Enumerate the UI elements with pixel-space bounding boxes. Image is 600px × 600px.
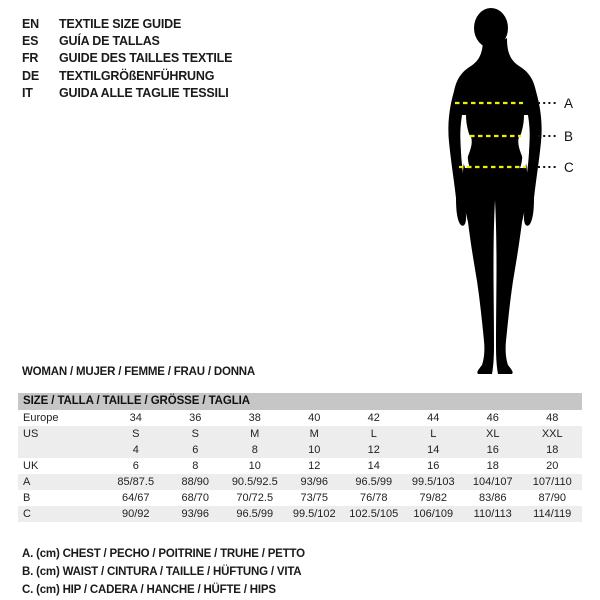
table-cell: 12 xyxy=(308,460,321,472)
table-cell: 20 xyxy=(546,460,559,472)
language-label: GUIDA ALLE TAGLIE TESSILI xyxy=(59,85,229,100)
table-cell: 48 xyxy=(546,412,559,424)
table-row xyxy=(18,474,582,490)
table-cell: 8 xyxy=(251,444,258,456)
table-cell: 79/82 xyxy=(419,492,448,504)
language-label: TEXTILE SIZE GUIDE xyxy=(59,16,182,31)
row-label xyxy=(18,442,106,458)
language-code: IT xyxy=(22,85,33,100)
row-label: Europe xyxy=(23,412,59,424)
language-code: FR xyxy=(22,51,39,66)
language-row xyxy=(22,32,232,49)
table-cell: 34 xyxy=(129,412,142,424)
table-cell: 12 xyxy=(367,444,380,456)
table-cell: 93/96 xyxy=(300,476,329,488)
size-table-header: SIZE / TALLA / TAILLE / GRÖSSE / TAGLIA xyxy=(18,393,582,410)
language-label: TEXTILGRÖßENFÜHRUNG xyxy=(59,68,215,83)
table-cell: L xyxy=(430,428,437,440)
language-row xyxy=(22,67,232,84)
table-cell: 14 xyxy=(367,460,380,472)
table-row xyxy=(18,426,582,442)
table-cell: 44 xyxy=(427,412,440,424)
marker-label-chest: A xyxy=(564,96,574,111)
table-row xyxy=(18,458,582,474)
language-code: ES xyxy=(22,33,39,48)
table-cell: 14 xyxy=(427,444,440,456)
table-cell: 38 xyxy=(248,412,261,424)
measurement-legend xyxy=(22,545,305,599)
language-label: GUÍA DE TALLAS xyxy=(59,33,160,48)
table-cell: 90.5/92.5 xyxy=(231,476,278,488)
row-label: US xyxy=(23,428,39,440)
table-cell: 99.5/102 xyxy=(292,508,336,520)
table-cell: 88/90 xyxy=(181,476,210,488)
table-cell: 110/113 xyxy=(473,508,512,520)
table-cell: 18 xyxy=(486,460,499,472)
table-cell: M xyxy=(309,428,319,440)
size-table-body xyxy=(18,410,582,522)
table-cell: 99.5/103 xyxy=(411,476,455,488)
table-row xyxy=(18,410,582,426)
table-cell: 96.5/99 xyxy=(355,476,393,488)
table-row xyxy=(18,506,582,522)
row-label: UK xyxy=(23,460,39,472)
row-label: B xyxy=(23,492,31,504)
language-row xyxy=(22,50,232,67)
table-cell: 96.5/99 xyxy=(236,508,274,520)
table-cell: 104/107 xyxy=(472,476,513,488)
legend-line: B. (cm) WAIST / CINTURA / TAILLE / HÜFTUNG / VITA xyxy=(22,566,302,578)
table-cell: 4 xyxy=(132,444,139,456)
table-row xyxy=(18,442,582,458)
table-cell: S xyxy=(191,428,199,440)
table-cell: 93/96 xyxy=(181,508,210,520)
table-row xyxy=(18,490,582,506)
table-cell: M xyxy=(250,428,260,440)
table-cell: 16 xyxy=(486,444,499,456)
table-cell: 83/86 xyxy=(478,492,507,504)
language-row xyxy=(22,15,232,32)
table-cell: 36 xyxy=(189,412,202,424)
measurement-figure xyxy=(400,0,600,380)
woman-silhouette xyxy=(448,8,541,374)
table-cell: XL xyxy=(486,428,500,440)
row-label: C xyxy=(23,508,31,520)
table-cell: 114/119 xyxy=(533,508,572,520)
row-label: A xyxy=(23,476,31,488)
table-cell: 8 xyxy=(192,460,199,472)
legend-line: A. (cm) CHEST / PECHO / POITRINE / TRUHE / PETTO xyxy=(22,548,305,560)
language-code: DE xyxy=(22,68,39,83)
table-cell: 18 xyxy=(546,444,559,456)
table-cell: 70/72.5 xyxy=(236,492,274,504)
table-cell: 85/87.5 xyxy=(117,476,155,488)
language-code: EN xyxy=(22,16,39,31)
section-title: WOMAN / MUJER / FEMME / FRAU / DONNA xyxy=(22,366,256,378)
legend-line: C. (cm) HIP / CADERA / HANCHE / HÜFTE / HIPS xyxy=(22,584,276,596)
marker-label-hip: C xyxy=(564,160,574,175)
table-cell: 87/90 xyxy=(538,492,567,504)
marker-label-waist: B xyxy=(564,129,574,144)
table-cell: 107/110 xyxy=(532,476,572,488)
table-cell: 90/92 xyxy=(121,508,150,520)
language-row xyxy=(22,84,232,101)
table-cell: XXL xyxy=(541,428,563,440)
table-cell: 10 xyxy=(308,444,321,456)
table-cell: L xyxy=(370,428,377,440)
language-list xyxy=(22,15,232,101)
size-table xyxy=(18,393,582,522)
table-cell: 16 xyxy=(427,460,440,472)
table-cell: 46 xyxy=(486,412,499,424)
table-cell: 102.5/105 xyxy=(349,508,399,520)
table-cell: 10 xyxy=(248,460,261,472)
table-cell: 6 xyxy=(132,460,139,472)
table-cell: S xyxy=(132,428,140,440)
table-cell: 40 xyxy=(308,412,321,424)
table-cell: 76/78 xyxy=(359,492,388,504)
language-label: GUIDE DES TAILLES TEXTILE xyxy=(59,51,233,66)
table-cell: 42 xyxy=(367,412,380,424)
table-cell: 68/70 xyxy=(181,492,210,504)
table-cell: 106/109 xyxy=(413,508,454,520)
table-cell: 73/75 xyxy=(300,492,329,504)
table-cell: 64/67 xyxy=(121,492,150,504)
table-cell: 6 xyxy=(192,444,199,456)
